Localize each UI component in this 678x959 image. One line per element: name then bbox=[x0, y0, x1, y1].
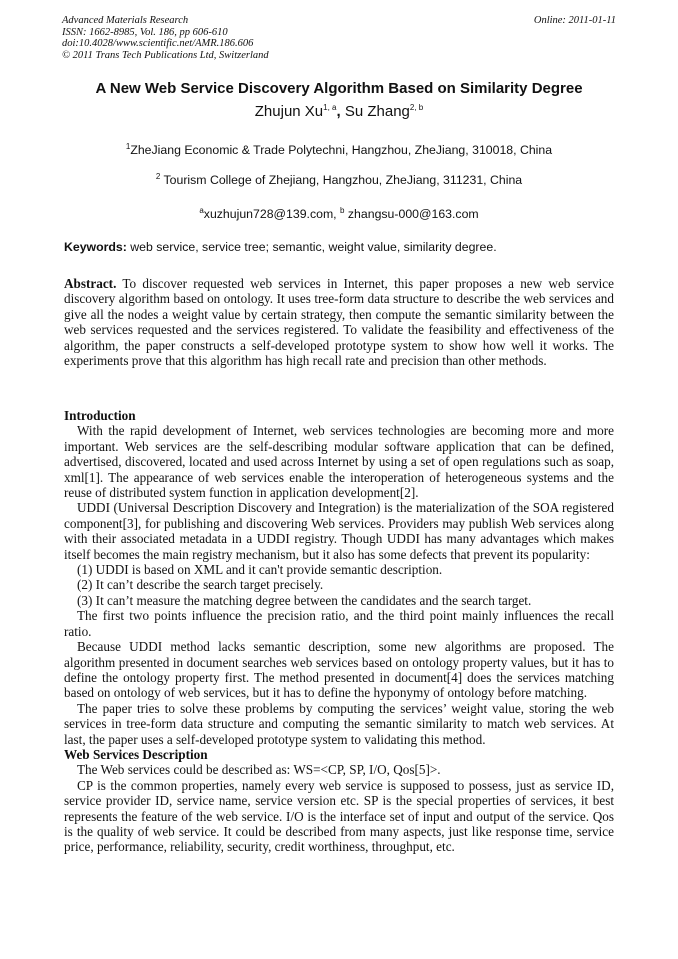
author-2-affil-mark: 2, b bbox=[409, 103, 424, 112]
defect-item-3: (3) It can’t measure the matching degree between the candidates and the search target. bbox=[77, 592, 532, 608]
copyright-line: © 2011 Trans Tech Publications Ltd, Switzerland bbox=[62, 49, 269, 61]
intro-paragraph-5: The paper tries to solve these problems by computing the services’ weight value, storing the web services in tree-form data structure and computing the semantic similarity to match web services. At last, the paper uses a self-developed prototype system to validating this method. bbox=[64, 700, 614, 747]
intro-paragraph-4: Because UDDI method lacks semantic description, some new algorithms are proposed. The algorithm presented in document searches web services based on ontology property values, but it has to define the ontology property first. The method presented in document[4] does the services matching based on ontology of web services, but it has to define the hyponymy of ontology before matching. bbox=[64, 639, 614, 701]
online-date: Online: 2011-01-11 bbox=[533, 15, 616, 26]
affiliation-1 bbox=[0, 143, 678, 157]
wsd-paragraph-2: CP is the common properties, namely every web service is supposed to possess, just as service ID, service provider ID, service name, service version etc. SP is the special properties of services, it best represents the feature of the web service. I/O is the interface set of input and output of the service. Qos is the quality of web service. It could be described from many aspects, just like response time, service price, performance, reliability, security, credit worthiness, throughput, etc. bbox=[64, 777, 614, 855]
intro-paragraph-1: With the rapid development of Internet, web services technologies are becoming more and more important. Web services are the self-describing modular software application that can be defined, advertised, discovered, located and used across Internet by using a set of open regulations such as soap, xml[1]. The appearance of web services enable the interoperation of heterogeneous systems and the reuse of distributed system function in application development[2]. bbox=[64, 423, 614, 501]
abstract-paragraph bbox=[64, 276, 614, 368]
email-b-mark: b bbox=[340, 205, 345, 215]
defect-item-2: (2) It can’t describe the search target precisely. bbox=[77, 577, 324, 593]
affiliation-2 bbox=[0, 173, 678, 187]
abstract bbox=[64, 276, 614, 368]
author-1-name: Zhujun Xu bbox=[254, 103, 324, 120]
author-2-name: Su Zhang bbox=[344, 103, 410, 120]
affiliation-2-text: Tourism College of Zhejiang, Hangzhou, ZheJiang, 311231, China bbox=[160, 173, 523, 187]
email-a: xuzhujun728@139.com, bbox=[203, 207, 341, 221]
keywords-label: Keywords: bbox=[64, 240, 127, 254]
journal-header bbox=[62, 15, 616, 61]
issn-line: ISSN: 1662-8985, Vol. 186, pp 606-610 bbox=[62, 26, 228, 38]
journal-name: Advanced Materials Research bbox=[62, 15, 189, 26]
doi-line: doi:10.4028/www.scientific.net/AMR.186.606 bbox=[62, 38, 254, 49]
affiliation-2-mark: 2 bbox=[155, 171, 161, 181]
defect-item-1: (1) UDDI is based on XML and it can't provide semantic description. bbox=[77, 562, 443, 578]
email-b: zhangsu-000@163.com bbox=[344, 207, 479, 221]
affiliation-1-mark: 1 bbox=[125, 141, 131, 151]
keywords-text: web service, service tree; semantic, weight value, similarity degree. bbox=[126, 240, 497, 254]
abstract-text: To discover requested web services in Internet, this paper proposes a new web service discovery algorithm based on ontology. It uses tree-form data structure to describe the web services and give all the nodes a weight value by certain strategy, then compute the semantic similarity between the web services requested and the services registered. To validate the feasibility and effectiveness of the algorithm, the paper constructs a self-developed prototype system to show how well it works. The experiments prove that this algorithm has high recall rate and precision than other methods. bbox=[64, 276, 614, 369]
intro-paragraph-2: UDDI (Universal Description Discovery and Integration) is the materialization of the SOA registered component[3], for publishing and discovering Web services. Providers may publish Web services along with their associated metadata in a UDDI registry. Though UDDI has many advantages which makes itself becomes the main registry mechanism, but it also has some defects that prevent its popularity: bbox=[64, 500, 614, 562]
email-a-mark: a bbox=[199, 205, 204, 215]
author-line bbox=[0, 103, 678, 120]
email-line bbox=[0, 207, 678, 221]
author-1-affil-mark: 1, a bbox=[323, 103, 337, 112]
affiliation-1-text: ZheJiang Economic & Trade Polytechni, Hangzhou, ZheJiang, 310018, China bbox=[130, 143, 553, 157]
main-body bbox=[64, 408, 614, 855]
introduction-heading: Introduction bbox=[64, 408, 136, 423]
wsd-paragraph-1: The Web services could be described as: WS=<CP, SP, I/O, Qos[5]>. bbox=[77, 762, 441, 778]
intro-paragraph-3: The first two points influence the precision ratio, and the third point mainly influences the recall ratio. bbox=[64, 608, 614, 639]
web-services-description-heading: Web Services Description bbox=[64, 746, 208, 762]
keywords bbox=[64, 240, 497, 254]
paper-title: A New Web Service Discovery Algorithm Based on Similarity Degree bbox=[95, 80, 583, 97]
abstract-label: Abstract. bbox=[64, 276, 117, 291]
author-separator: , bbox=[336, 103, 345, 120]
